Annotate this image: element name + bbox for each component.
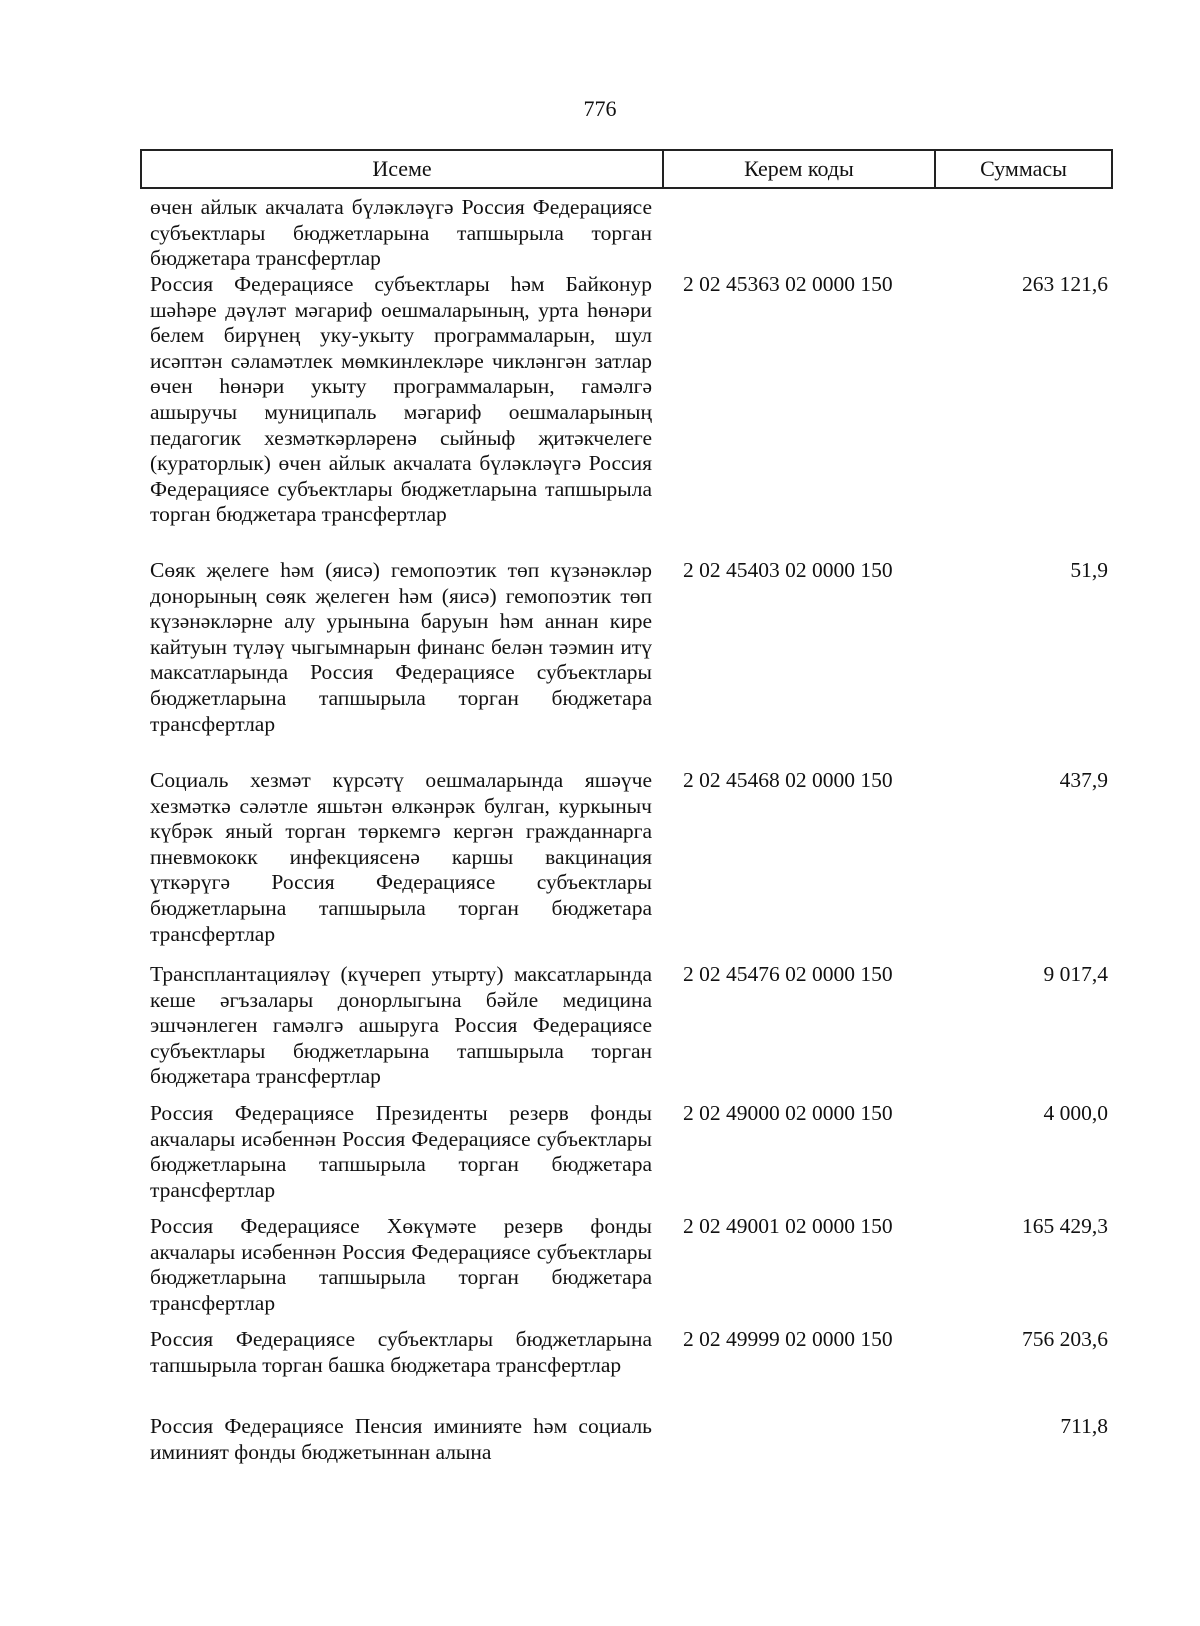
row-sum: 9 017,4 bbox=[1043, 962, 1108, 986]
column-header-name: Исеме bbox=[142, 151, 664, 187]
row-sum: 711,8 bbox=[1060, 1414, 1108, 1438]
row-name: Россия Федерациясе субъектлары бюджетларына тапшырыла торган башка бюджетара трансфертлар bbox=[150, 1327, 652, 1377]
row-code: 2 02 49999 02 0000 150 bbox=[683, 1327, 893, 1351]
row-name: Социаль хезмәт күрсәтү оешмаларында яшәүче хезмәткә сәләтле яшьтән өлкәнрәк булган, куркыныч күбрәк яный торган төркемгә кергән гражданнарга пневмококк инфекциясенә каршы вакцинация үткәрүгә Россия Федерациясе субъектлары бюджетларына тапшырыла торган бюджетара трансфертлар bbox=[150, 768, 652, 946]
row-name: Россия Федерациясе Пенсия иминияте һәм социаль иминият фонды бюджетыннан алына bbox=[150, 1414, 652, 1464]
row-code: 2 02 45363 02 0000 150 bbox=[683, 272, 893, 296]
column-header-code: Керем коды bbox=[664, 151, 936, 187]
row-sum: 165 429,3 bbox=[1022, 1214, 1108, 1238]
row-code: 2 02 49001 02 0000 150 bbox=[683, 1214, 893, 1238]
page-number: 776 bbox=[583, 96, 617, 121]
row-name: Россия Федерациясе Президенты резерв фонды акчалары исәбеннән Россия Федерациясе субъектлары бюджетларына тапшырыла торган бюджетара трансфертлар bbox=[150, 1101, 652, 1202]
row-sum: 756 203,6 bbox=[1022, 1327, 1108, 1351]
row-name: Сөяк җелеге һәм (яисә) гемопоэтик төп күзәнәкләр донорының сөяк җелеген һәм (яисә) гемопоэтик төп күзәнәкләрне алу урынына баруын һәм аннан кире кайтуын түләү чыгымнарын финанс белән тәэмин итү максатларында Россия Федерациясе субъектлары бюджетларына тапшырыла торган бюджетара трансфертлар bbox=[150, 558, 652, 736]
row-name: Россия Федерациясе субъектлары һәм Байконур шәһәре дәүләт мәгариф оешмаларының, урта һөнәри белем бирүнең уку-укыту программаларын, шул исәптән сәламәтлек мөмкинлекләре чикләнгән затлар өчен һөнәри укыту программаларын, гамәлгә ашыручы муниципаль мәгариф оешмаларының педагогик хезмәткәрләренә сыйныф җитәкчелеге (кураторлык) өчен айлык акчалата бүләкләүгә Россия Федерациясе субъектлары бюджетларына тапшырыла торган бюджетара трансфертлар bbox=[150, 272, 652, 527]
column-header-sum: Суммасы bbox=[980, 156, 1067, 181]
row-sum: 263 121,6 bbox=[1022, 272, 1108, 296]
row-code: 2 02 45476 02 0000 150 bbox=[683, 962, 893, 986]
row-code: 2 02 45403 02 0000 150 bbox=[683, 558, 893, 582]
row-sum: 51,9 bbox=[1070, 558, 1108, 582]
row-name: өчен айлык акчалата бүләкләүгә Россия Федерациясе субъектлары бюджетларына тапшырыла торган бюджетара трансфертлар bbox=[150, 195, 652, 271]
row-code: 2 02 45468 02 0000 150 bbox=[683, 768, 893, 792]
row-name: Трансплантацияләү (күчереп утырту) максатларында кеше әгъзалары донорлыгына бәйле медицина эшчәнлеген гамәлгә ашыруга Россия Федерациясе субъектлары бюджетларына тапшырыла торган бюджетара трансфертлар bbox=[150, 962, 652, 1089]
row-code: 2 02 49000 02 0000 150 bbox=[683, 1101, 893, 1125]
row-sum: 437,9 bbox=[1059, 768, 1108, 792]
row-sum: 4 000,0 bbox=[1043, 1101, 1108, 1125]
row-name: Россия Федерациясе Хөкүмәте резерв фонды акчалары исәбеннән Россия Федерациясе субъектлары бюджетларына тапшырыла торган бюджетара трансфертлар bbox=[150, 1214, 652, 1315]
